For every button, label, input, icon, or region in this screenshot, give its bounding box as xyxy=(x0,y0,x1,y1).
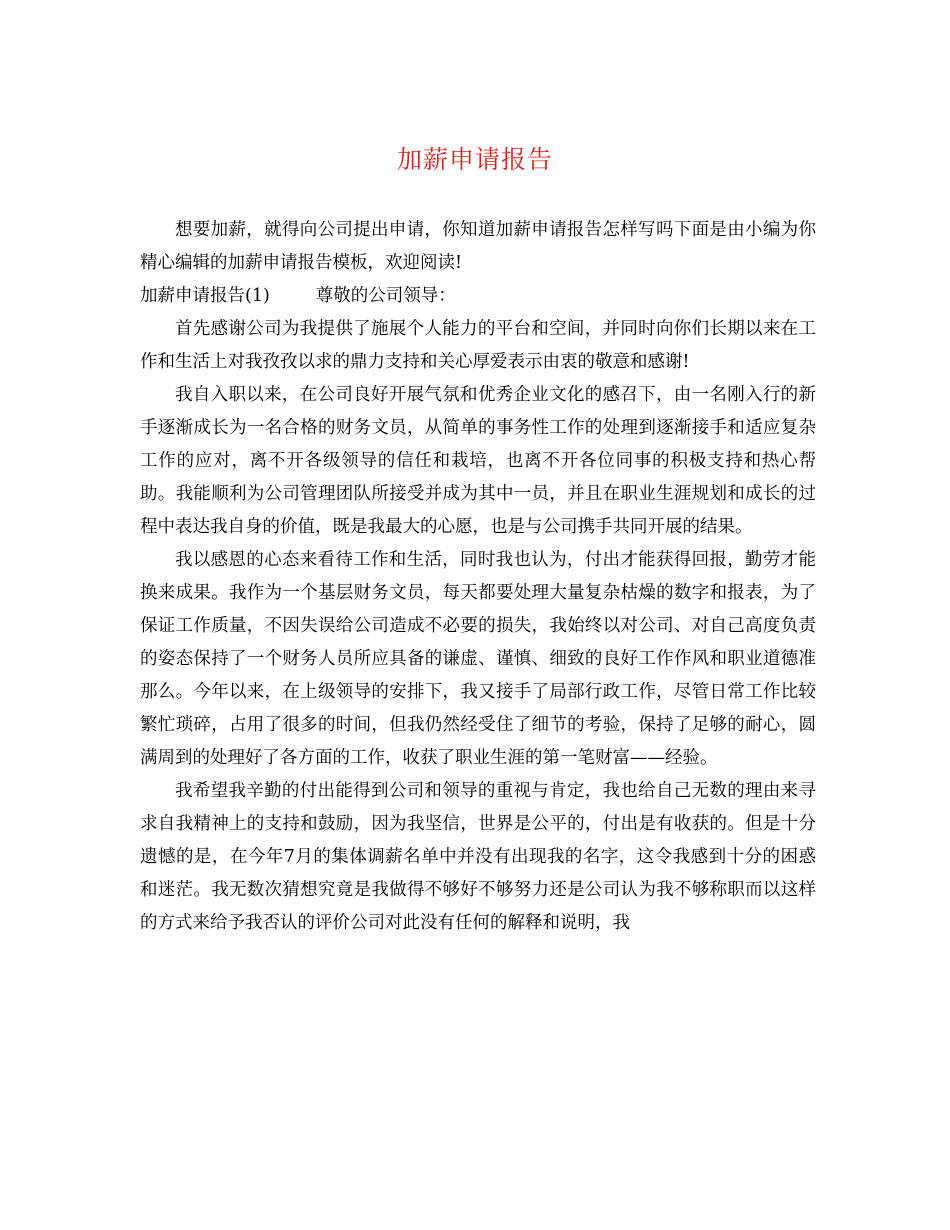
section-label: 加薪申请报告(1) xyxy=(140,286,270,306)
section-heading-line xyxy=(140,280,816,313)
document-title: 加薪申请报告 xyxy=(396,145,553,174)
salutation: 尊敬的公司领导： xyxy=(315,286,456,306)
body-paragraph-2: 我自入职以来，在公司良好开展气氛和优秀企业文化的感召下，由一名刚入行的新手逐渐成长为一名合格的财务文员，从简单的事务性工作的处理到逐渐接手和适应复杂工作的应对，离不开各级领导的信任和栽培，也离不开各位同事的积极支持和热心帮助。我能顺利为公司管理团队所接受并成为其中一员，并且在职业生涯规划和成长的过程中表达我自身的价值，既是我最大的心愿，也是与公司携手共同开展的结果。 xyxy=(140,385,816,537)
document-body xyxy=(140,214,816,940)
body-paragraph-1: 首先感谢公司为我提供了施展个人能力的平台和空间，并同时向你们长期以来在工作和生活上对我孜孜以求的鼎力支持和关心厚爱表示由衷的敬意和感谢! xyxy=(140,319,816,372)
body-paragraph-3: 我以感恩的心态来看待工作和生活，同时我也认为，付出才能获得回报，勤劳才能换来成果。我作为一个基层财务文员，每天都要处理大量复杂枯燥的数字和报表，为了保证工作质量，不因失误给公司造成不必要的损失，我始终以对公司、对自己高度负责的姿态保持了一个财务人员所应具备的谦虚、谨慎、细致的良好工作作风和职业道德准那么。今年以来，在上级领导的安排下，我又接手了局部行政工作，尽管日常工作比较繁忙琐碎，占用了很多的时间，但我仍然经受住了细节的考验，保持了足够的耐心，圆满周到的处理好了各方面的工作，收获了职业生涯的第一笔财富——经验。 xyxy=(140,550,816,768)
intro-paragraph: 想要加薪，就得向公司提出申请，你知道加薪申请报告怎样写吗下面是由小编为你精心编辑的加薪申请报告模板，欢迎阅读! xyxy=(140,220,816,273)
body-paragraph-4: 我希望我辛勤的付出能得到公司和领导的重视与肯定，我也给自己无数的理由来寻求自我精神上的支持和鼓励，因为我坚信，世界是公平的，付出是有收获的。但是十分遗憾的是，在今年7月的集体调薪名单中并没有出现我的名字，这令我感到十分的困惑和迷茫。我无数次猜想究竟是我做得不够好不够努力还是公司认为我不够称职而以这样的方式来给予我否认的评价公司对此没有任何的解释和说明，我 xyxy=(140,781,816,933)
